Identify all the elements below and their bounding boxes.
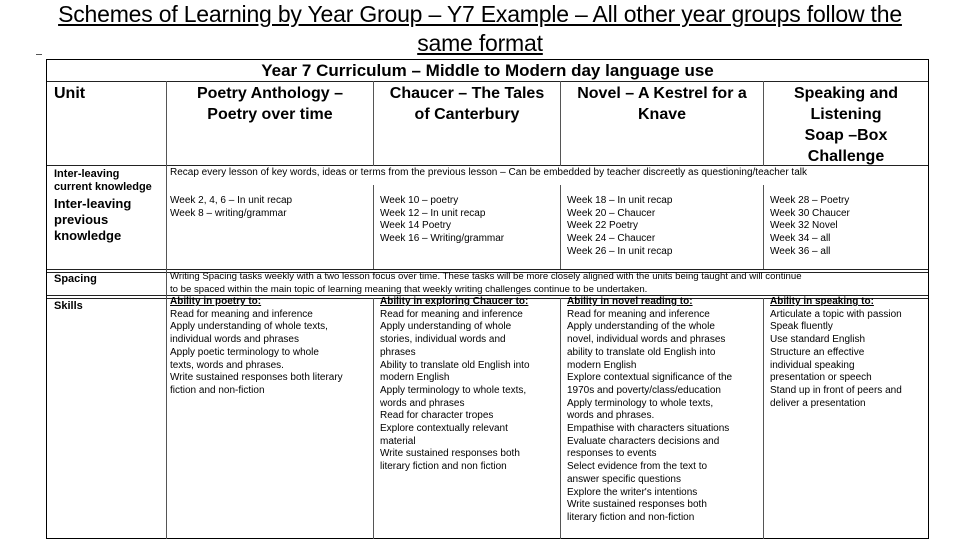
list-item: Apply terminology to whole texts, bbox=[380, 384, 527, 396]
skills-label: Skills bbox=[54, 300, 83, 312]
list-item: Apply understanding of whole bbox=[380, 321, 512, 333]
list-item: Structure an effective bbox=[770, 346, 865, 358]
list-item: 1970s and poverty/class/education bbox=[567, 384, 721, 396]
unit-heading-line: Speaking and bbox=[793, 85, 899, 102]
column-divider bbox=[373, 185, 374, 269]
list-item: Explore contextual significance of the bbox=[567, 372, 733, 384]
list-item: Speak fluently bbox=[770, 321, 833, 333]
list-item: Week 12 – In unit recap bbox=[380, 207, 486, 219]
list-item: presentation or speech bbox=[770, 372, 872, 384]
list-item: Week 36 – all bbox=[770, 245, 831, 257]
stray-mark bbox=[36, 54, 42, 55]
column-divider bbox=[560, 185, 561, 269]
unit-heading-chaucer bbox=[374, 83, 560, 125]
list-item: literary fiction and non fiction bbox=[380, 461, 507, 473]
unit-heading-line: Chaucer – The Tales bbox=[389, 85, 545, 102]
list-item: answer specific questions bbox=[567, 473, 681, 485]
list-item: Week 22 Poetry bbox=[567, 220, 638, 232]
row-label-line: Inter-leaving bbox=[54, 196, 132, 211]
list-item: Use standard English bbox=[770, 334, 866, 346]
curriculum-table bbox=[46, 59, 929, 539]
column-divider bbox=[166, 81, 167, 539]
unit-heading-line: Knave bbox=[637, 106, 687, 123]
list-item: individual words and phrases bbox=[170, 334, 299, 346]
list-item: ability to translate old English into bbox=[567, 346, 716, 358]
interleaving-previous-chaucer bbox=[380, 195, 504, 246]
list-item: words and phrases. bbox=[567, 410, 655, 422]
list-item: material bbox=[380, 435, 416, 447]
list-item: Ability to translate old English into bbox=[380, 359, 530, 371]
skills-heading: Ability in speaking to: bbox=[770, 296, 874, 307]
interleaving-previous-novel bbox=[567, 195, 672, 259]
list-item: Week 10 – poetry bbox=[380, 195, 459, 206]
list-item: Week 32 Novel bbox=[770, 220, 838, 232]
unit-heading-line: Challenge bbox=[807, 148, 885, 165]
table-title: Year 7 Curriculum – Middle to Modern day language use bbox=[261, 61, 714, 80]
spacing-line: Writing Spacing tasks weekly with a two lesson focus over time. These tasks will be more closely aligned with the units being taught and will continue bbox=[170, 271, 802, 282]
list-item: Week 30 Chaucer bbox=[770, 207, 850, 219]
skills-chaucer bbox=[380, 296, 530, 474]
list-item: Read for meaning and inference bbox=[567, 308, 710, 320]
list-item: Week 24 – Chaucer bbox=[567, 233, 656, 245]
list-item: novel, individual words and phrases bbox=[567, 334, 726, 346]
list-item: Read for meaning and inference bbox=[170, 308, 313, 320]
interleaving-previous-speaking bbox=[770, 195, 850, 259]
list-item: Explore contextually relevant bbox=[380, 423, 508, 435]
list-item: Apply poetic terminology to whole bbox=[170, 346, 319, 358]
list-item: Week 16 – Writing/grammar bbox=[380, 233, 505, 245]
row-label-line: current knowledge bbox=[54, 181, 152, 193]
row-label-line: knowledge bbox=[54, 228, 122, 243]
page-title-line-2: same format bbox=[417, 30, 543, 56]
list-item: responses to events bbox=[567, 448, 657, 460]
unit-heading-line: Poetry over time bbox=[207, 106, 333, 123]
skills-poetry bbox=[170, 296, 343, 398]
skills-heading: Ability in novel reading to: bbox=[567, 296, 693, 307]
list-item: phrases bbox=[380, 346, 416, 358]
interleaving-current-label bbox=[54, 168, 152, 194]
list-item: Week 14 Poetry bbox=[380, 220, 451, 232]
unit-heading-line: Listening bbox=[810, 106, 882, 123]
list-item: Apply terminology to whole texts, bbox=[567, 397, 714, 409]
unit-heading-poetry bbox=[167, 83, 373, 125]
list-item: Explore the writer's intentions bbox=[567, 486, 698, 498]
skills-heading: Ability in poetry to: bbox=[170, 296, 262, 307]
list-item: individual speaking bbox=[770, 359, 855, 371]
unit-heading-speaking bbox=[764, 83, 928, 167]
list-item: Week 8 – writing/grammar bbox=[170, 207, 287, 219]
list-item: Evaluate characters decisions and bbox=[567, 435, 720, 447]
row-label-line: previous bbox=[54, 212, 109, 227]
spacing-line: to be spaced within the main topic of learning meaning that weekly writing challenges continue to be undertaken. bbox=[170, 283, 648, 295]
column-divider bbox=[763, 185, 764, 269]
list-item: words and phrases bbox=[380, 397, 465, 409]
list-item: Week 28 – Poetry bbox=[770, 195, 850, 206]
list-item: Week 26 – In unit recap bbox=[567, 245, 673, 257]
list-item: stories, individual words and bbox=[380, 334, 506, 346]
list-item: Stand up in front of peers and bbox=[770, 384, 902, 396]
unit-heading-line: Novel – A Kestrel for a bbox=[577, 85, 747, 102]
list-item: Week 34 – all bbox=[770, 233, 831, 245]
list-item: Read for character tropes bbox=[380, 410, 494, 422]
list-item: Write sustained responses both bbox=[567, 499, 707, 511]
skills-novel bbox=[567, 296, 732, 525]
list-item: texts, words and phrases. bbox=[170, 359, 284, 371]
list-item: Write sustained responses both bbox=[380, 448, 520, 460]
unit-heading-novel bbox=[561, 83, 763, 125]
interleaving-current-text: Recap every lesson of key words, ideas or terms from the previous lesson – Can be embedded by teacher discreetly as questioning/teacher talk bbox=[170, 167, 807, 178]
list-item: deliver a presentation bbox=[770, 397, 866, 409]
column-divider bbox=[560, 298, 561, 539]
list-item: Write sustained responses both literary bbox=[170, 372, 343, 384]
unit-heading-line: of Canterbury bbox=[414, 106, 520, 123]
page-title-line-1: Schemes of Learning by Year Group – Y7 Example – All other year groups follow the bbox=[58, 1, 902, 27]
column-divider bbox=[373, 298, 374, 539]
list-item: Week 20 – Chaucer bbox=[567, 207, 656, 219]
list-item: Apply understanding of the whole bbox=[567, 321, 715, 333]
spacing-label: Spacing bbox=[54, 273, 97, 285]
table-rule bbox=[47, 269, 928, 270]
unit-heading-line: Soap –Box bbox=[804, 127, 888, 144]
unit-label: Unit bbox=[54, 85, 86, 102]
list-item: Week 2, 4, 6 – In unit recap bbox=[170, 195, 293, 206]
list-item: modern English bbox=[567, 359, 637, 371]
list-item: Articulate a topic with passion bbox=[770, 308, 902, 320]
skills-speaking bbox=[770, 296, 902, 410]
list-item: fiction and non-fiction bbox=[170, 384, 265, 396]
list-item: literary fiction and non-fiction bbox=[567, 511, 695, 523]
spacing-text bbox=[170, 271, 802, 296]
unit-heading-line: Poetry Anthology – bbox=[196, 85, 344, 102]
list-item: Week 18 – In unit recap bbox=[567, 195, 673, 206]
list-item: Read for meaning and inference bbox=[380, 308, 523, 320]
list-item: modern English bbox=[380, 372, 450, 384]
list-item: Select evidence from the text to bbox=[567, 461, 708, 473]
page-title bbox=[0, 0, 960, 58]
list-item: Apply understanding of whole texts, bbox=[170, 321, 328, 333]
column-divider bbox=[763, 298, 764, 539]
interleaving-previous-label bbox=[54, 196, 131, 244]
table-rule bbox=[47, 81, 928, 82]
list-item: Empathise with characters situations bbox=[567, 423, 730, 435]
interleaving-previous-poetry bbox=[170, 195, 292, 220]
skills-heading: Ability in exploring Chaucer to: bbox=[380, 296, 529, 307]
row-label-line: Inter-leaving bbox=[54, 168, 120, 180]
